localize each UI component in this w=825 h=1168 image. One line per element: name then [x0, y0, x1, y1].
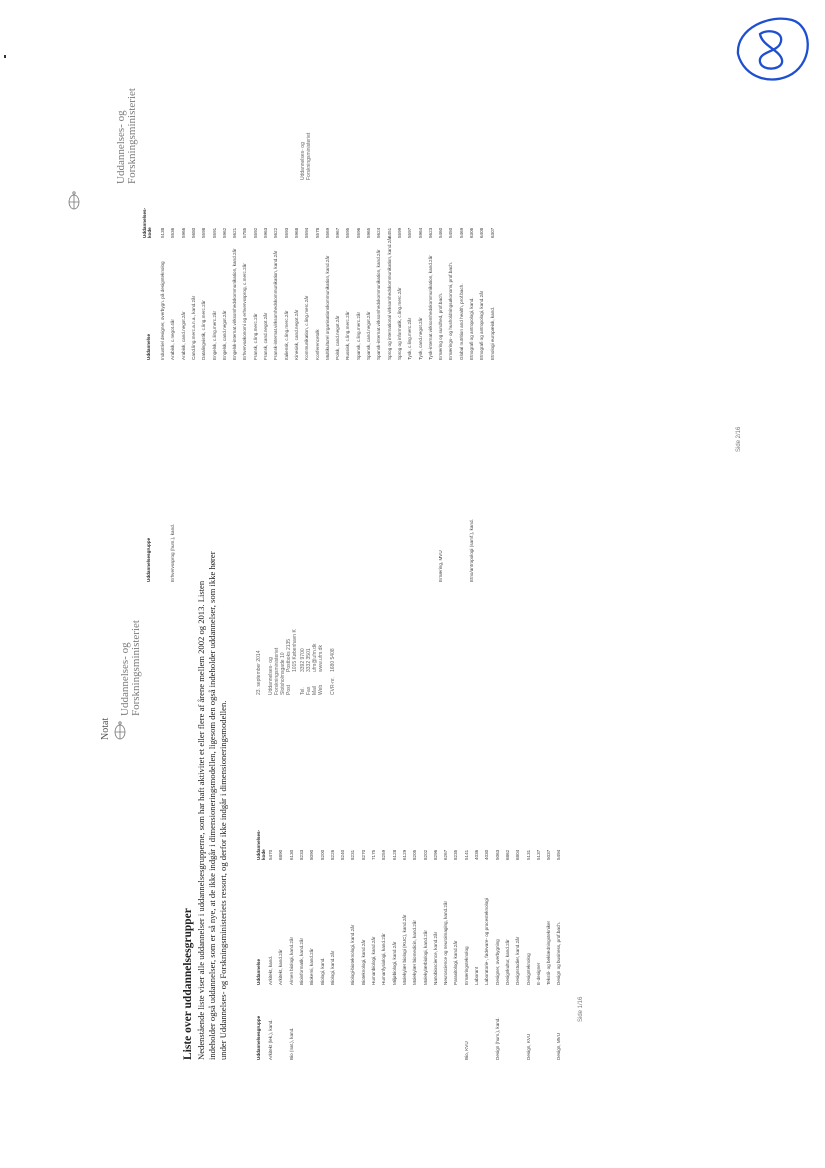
table-cell-education: Global nutrition and health, prof.bach.: [458, 283, 464, 360]
sidebar-cvr: 1680 5408: [330, 648, 336, 672]
table-cell-education: Neuroscience og neuroimaging, kand.2år: [443, 900, 449, 985]
sidebar-fax-label: Fax: [306, 686, 312, 695]
table-cell-education: Bioteknologi, kand.2år: [360, 939, 366, 985]
sidebar-tel-label: Tel.: [300, 687, 306, 695]
table-cell-education: Cand.ling.merc.a.n.a., kand.2år: [190, 295, 196, 360]
ministry-name-line2: Forskningsministeriet: [130, 620, 142, 716]
table-cell-education: Fransk, cand.negot.2år: [263, 312, 268, 360]
table-cell-education: Almen biologi, kand.2år: [288, 936, 294, 985]
table-cell-education: Designteknolog: [525, 953, 531, 985]
table-cell-education: Sprog og international virksomhedskommunikation, kand.2år: [386, 236, 392, 360]
table-cell-group: Design, KVU: [525, 1033, 531, 1060]
notat-label: Notat: [100, 717, 111, 740]
table-cell-code: 8205: [412, 849, 418, 860]
table-cell-education: Kinesisk, cand.negot.2år: [293, 309, 299, 360]
table-cell-education: Humanbiologi, kand.2år: [371, 936, 376, 985]
table-cell-education: Design og business, prof.bach.: [556, 921, 562, 985]
table-cell-code: 5622: [273, 227, 279, 238]
table-cell-code: 5131: [525, 849, 531, 860]
table-cell-code: 6267: [443, 849, 449, 860]
table-cell-code: 5595: [345, 227, 351, 238]
table-cell-code: 6306: [469, 227, 474, 238]
table-cell-code: 5536: [170, 227, 176, 238]
table-cell-education: Miljøbiologi, kand.2år: [391, 941, 397, 985]
table-cell-group: Ernæring, MVU: [438, 550, 444, 582]
sidebar-post-1: Postboks 2135: [286, 638, 292, 672]
table-cell-code: 8233: [298, 849, 304, 860]
table-cell-education: Biologi, kand.2år: [329, 950, 335, 985]
crown-logo-icon: [112, 720, 128, 749]
table-cell-education: Humanfysiologi, kand.2år: [381, 933, 387, 985]
sidebar-mail-label: Mail: [312, 685, 318, 695]
table-cell-education: Ernæringsteknolog: [463, 946, 469, 985]
table-cell-education: Laboratorie-, fødevare- og procesteknologi: [484, 898, 490, 985]
table-cell-code: 5624: [376, 227, 382, 238]
table-cell-education: Arkitekt, kand.: [268, 955, 273, 985]
table-cell-code: 5037: [546, 849, 552, 860]
table-cell-education: Engelsk, cand.negot.2år: [221, 310, 227, 360]
table-cell-education: Polsk, cand.negot.2år: [335, 315, 341, 360]
table-cell-education: Tysk, c.ling.merc.2år: [407, 317, 413, 360]
table-cell-education: Etnografi og antropologi, kand.: [469, 297, 474, 360]
table-cell-education: Spansk-internat.virksomhedskommunikation, kand.2år: [376, 249, 382, 360]
table-cell-code: 8090: [309, 849, 315, 860]
sidebar-date: 23. september 2014: [256, 650, 262, 695]
ministry-name-line1: Uddannelses- og: [115, 110, 127, 184]
table-cell-education: Laborant: [474, 966, 479, 985]
table-cell-code: 5593: [283, 227, 289, 238]
table-cell-education: Spansk, cand.negot.2år: [366, 311, 371, 360]
table-cell-code: 5137: [535, 849, 541, 860]
table-cell-code: 4030: [484, 849, 490, 860]
page-number: Side 1/16: [578, 996, 584, 1022]
table-cell-education: Arabisk, c.negot.4år: [170, 319, 176, 360]
table-cell-code: 5965: [366, 227, 371, 238]
crown-logo-icon: [66, 190, 82, 219]
table-cell-code: 5964: [417, 227, 423, 238]
table-cell-code: 5569: [324, 227, 330, 238]
sidebar-org-3: Slotsholmsgade 10: [280, 652, 286, 695]
table-cell-code: 5592: [252, 227, 258, 238]
table-cell-group: Etno/antropologi (samf.), kand.: [469, 519, 474, 582]
sidebar-post-label: Post: [286, 684, 292, 695]
table-cell-education: Bioinformatik, kand.2år: [298, 938, 304, 985]
table-cell-education: Designstudier, kand.2år: [515, 936, 521, 985]
table-cell-education: Tysk-internat.virksomhedskommunikation, kand.2år: [427, 255, 433, 360]
table-cell-education: Engelsk-internat.virksomhedskommunikation, kand.2år: [232, 248, 238, 360]
table-cell-education: Biokemi, kand.2år: [309, 948, 315, 985]
table-header-education: Uddannelse: [256, 958, 261, 985]
ministry-name-line2: Forskningsministeriet: [126, 88, 138, 184]
table-cell-code: 5680: [190, 227, 196, 238]
table-cell-code: 6129: [401, 849, 407, 860]
table-cell-code: 6128: [391, 849, 397, 860]
table-cell-education: Molekylær biologi (RUC), kand.2år: [401, 914, 407, 985]
table-cell-education: Biologi, kand.: [319, 957, 325, 985]
table-cell-code: 6307: [489, 227, 495, 238]
table-cell-code: 5963: [263, 227, 268, 238]
table-cell-code: 5494: [556, 849, 562, 860]
table-cell-code: 5578: [314, 227, 320, 238]
sidebar-ministry-1: Uddannelses- og: [300, 142, 306, 180]
table-cell-education: Molekylærbiologi, kand.2år: [422, 930, 428, 985]
table-cell-education: Arabisk, cand.negot.2år: [180, 311, 186, 360]
table-cell-code: 5469: [458, 227, 464, 238]
table-cell-code: 6451: [386, 227, 392, 238]
table-cell-code: 5591: [211, 227, 217, 238]
table-cell-code: 5599: [396, 227, 402, 238]
page-title: Liste over uddannelsesgrupper: [182, 908, 194, 1060]
table-cell-group: Design (hum.), kand.: [494, 1017, 500, 1060]
sidebar-tel: 3392 9700: [300, 648, 306, 672]
table-header-education: Uddannelse: [146, 333, 151, 360]
table-cell-education: Erhvervsøkonomi og erhvervssprog, c.merc.2år: [242, 263, 248, 360]
sidebar-mail: ufm@ufm.dk: [312, 643, 318, 672]
table-cell-code: 8231: [350, 849, 356, 860]
table-cell-code: 5597: [407, 227, 413, 238]
table-cell-group: Design, MVU: [556, 1032, 562, 1060]
table-cell-education: Engelsk, c.ling.merc.2år: [211, 310, 217, 360]
table-cell-code: 6408: [479, 227, 485, 238]
table-cell-education: Tysk, cand.negot.2år: [417, 317, 423, 360]
table-cell-code: 5621: [232, 227, 238, 238]
ministry-name-line1: Uddannelses- og: [119, 642, 131, 716]
table-cell-education: Spansk, c.ling.merc.2år: [355, 312, 361, 360]
table-cell-education: Kommunikation, c.ling.merc.2år: [304, 295, 310, 360]
table-cell-code: 5967: [335, 227, 341, 238]
table-cell-code: 6862: [504, 849, 510, 860]
table-cell-education: Etnologi europæisk, kand.: [489, 306, 495, 360]
table-cell-code: 8259: [381, 849, 387, 860]
table-cell-code: 6890: [278, 849, 284, 860]
table-cell-education: Etnografi og antropologi, kand.2år: [479, 290, 485, 360]
table-cell-education: Fransk-internat.virksomhedskommunikation, kand.2år: [273, 250, 279, 360]
handwritten-page-mark: [730, 10, 815, 90]
table-cell-education: Russisk, c.ling.merc.2år: [345, 311, 351, 360]
table-cell-group: Bio, KVU: [463, 1041, 469, 1060]
table-cell-code: 5596: [355, 227, 361, 238]
table-cell-code: 5138: [160, 227, 165, 238]
intro-paragraph: Nedenstående liste viser alle uddannelser i uddannelsesgrupperne, som har haft aktivitet et eller flere af årene mellem 2002 og 2013. Listen indeholder også uddannelser, som er så nye, at de ikke indgår i dimensioneringsmodellen, ligesom den også indeholder uddannelser, som ikke hører under Uddannelses- og Forskningsministeriets ressort, og derfor ikke indgår i dimensioneringsmodellen.: [196, 551, 228, 1060]
table-cell-code: 5966: [180, 227, 186, 238]
table-cell-code: 5968: [293, 227, 299, 238]
table-cell-code: 7175: [371, 849, 376, 860]
table-cell-code: 5962: [221, 227, 227, 238]
table-header-code: Uddannelses-kode: [256, 829, 266, 860]
table-cell-education: E-designer: [535, 962, 541, 985]
table-cell-code: 8270: [360, 849, 366, 860]
table-cell-education: Nanobioscience, kand.2år: [432, 931, 438, 985]
scan-mark: [4, 55, 6, 58]
table-cell-code: 5450: [448, 227, 454, 238]
table-cell-code: 8240: [340, 849, 346, 860]
table-header-group: Uddannelsesgruppe: [146, 537, 151, 582]
sidebar-org-1: Uddannelses- og: [268, 657, 274, 695]
table-header-group: Uddannelsesgruppe: [256, 1015, 261, 1060]
table-cell-education: Ernærings- og husholdningsøkonomi, prof.bach.: [448, 261, 454, 360]
table-cell-education: Ernæring og sundhed, prof.bach.: [438, 292, 444, 360]
table-cell-education: Biologi-bioteknologi, kand.2år: [350, 924, 356, 985]
sidebar-web-label: Web: [318, 684, 324, 695]
sidebar-web: www.ufm.dk: [318, 645, 324, 672]
table-cell-education: Datalingvistik, c.ling.merc.2år: [201, 300, 207, 360]
table-cell-code: 6804: [515, 849, 521, 860]
table-cell-code: 6130: [288, 849, 294, 860]
table-cell-education: Sprog og informatik, c.ling.merc.2år: [396, 287, 402, 360]
table-cell-education: Designer, overbygning: [494, 939, 500, 985]
table-cell-code: 5594: [304, 227, 310, 238]
table-cell-code: 8296: [432, 849, 438, 860]
table-cell-education: Parasitologi, kand.2år: [453, 940, 459, 985]
sidebar-post-2: 1015 København K: [292, 629, 298, 672]
sidebar-org-2: Forskningsministeriet: [274, 647, 280, 695]
table-cell-code: 8200: [319, 849, 325, 860]
table-cell-education: Fransk, c.ling.merc.2år: [252, 313, 258, 360]
sidebar-fax: 3332 3501: [306, 648, 312, 672]
table-cell-education: Konferencetolk: [314, 329, 320, 360]
table-cell-group: Arkitekt (lek.), kand.: [268, 1019, 273, 1060]
table-cell-code: 8226: [329, 849, 335, 860]
table-cell-code: 8235: [453, 849, 459, 860]
table-header-code: Uddannelses-kode: [142, 207, 152, 238]
table-cell-code: 5598: [201, 227, 207, 238]
table-cell-code: 5785: [242, 227, 248, 238]
table-cell-code: 5141: [463, 849, 469, 860]
table-cell-code: 5460: [438, 227, 444, 238]
table-cell-code: 8202: [422, 849, 428, 860]
page-number: Side 2/16: [736, 426, 742, 452]
table-cell-education: Industriel designer, overbygn. på designteknolog: [160, 261, 165, 360]
table-cell-code: 5063: [494, 849, 500, 860]
table-cell-education: Italiensk, c.ling.merc.2år: [283, 310, 289, 360]
table-cell-education: Multikulturel organisationskommunikation, kand.2år: [324, 255, 330, 360]
table-cell-education: Molekylær biomedicin, kand.2år: [412, 920, 418, 985]
table-cell-code: 5470: [268, 849, 273, 860]
sidebar-ministry-2: Forskningsministeriet: [306, 132, 312, 180]
table-cell-education: Designkultur, kand.2år: [504, 939, 510, 985]
table-cell-code: 5623: [427, 227, 433, 238]
table-cell-code: 4036: [474, 849, 479, 860]
table-cell-education: Tekstil- og beklædningstekniker: [546, 920, 552, 985]
table-cell-group: Erhvervssprog (hum.), kand.: [170, 524, 176, 582]
table-cell-education: Arkitekt, kand.2år: [278, 949, 284, 985]
sidebar-cvr-label: CVR-nr.: [330, 677, 336, 695]
table-cell-group: Bio (nat.), kand.: [288, 1027, 294, 1060]
